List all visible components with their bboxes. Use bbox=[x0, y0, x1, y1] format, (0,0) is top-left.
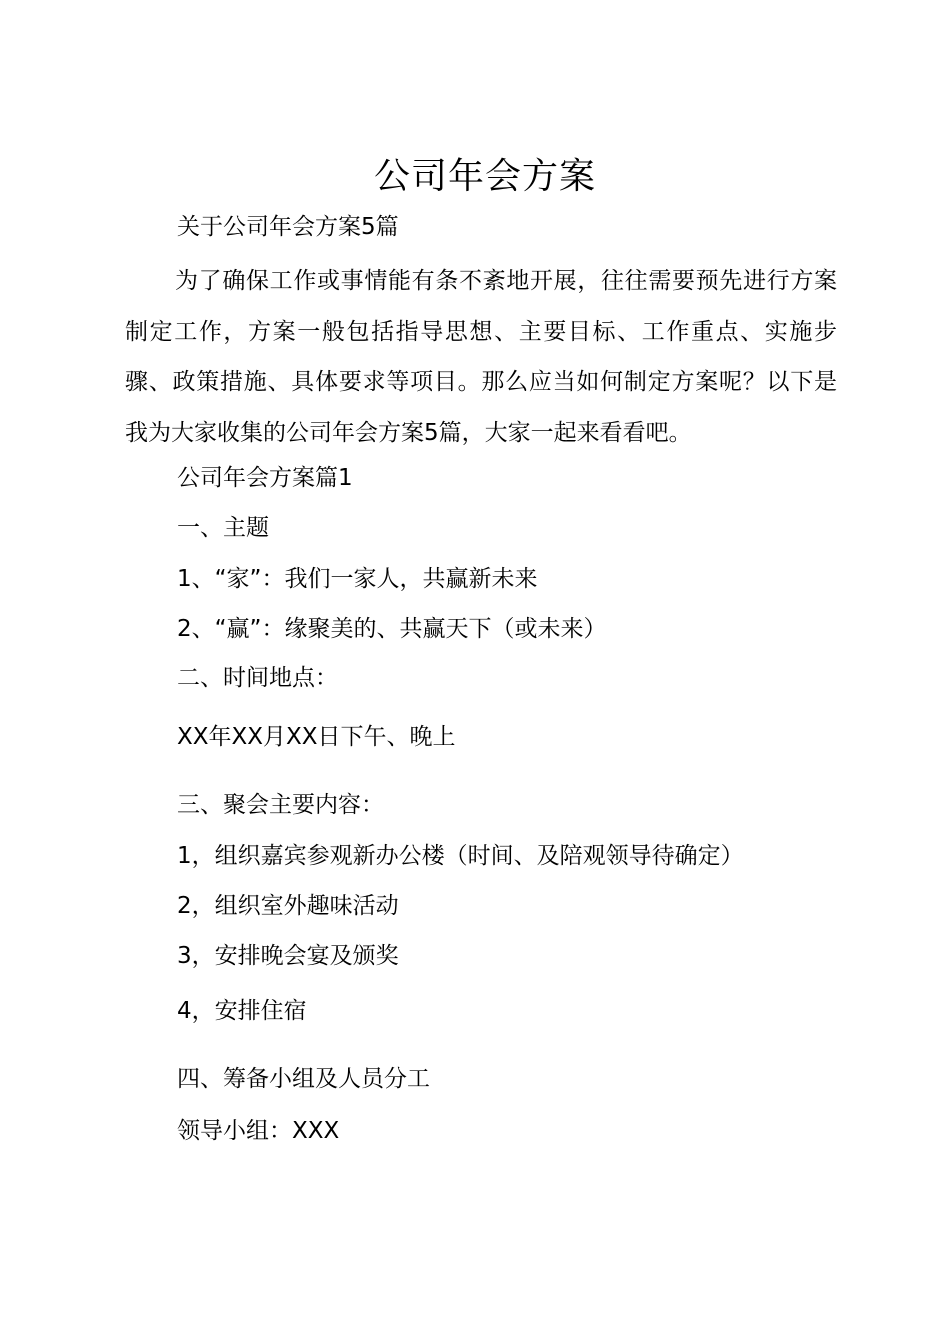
theme-item: 1、“家”：我们一家人，共赢新未来 bbox=[177, 566, 538, 592]
intro-paragraph: 为了确保工作或事情能有条不紊地开展，往往需要预先进行方案制定工作，方案一般包括指导思想、主要目标、工作重点、实施步骤、政策措施、具体要求等项目。那么应当如何制定方案呢？以下是我为大家收集的公司年会方案5篇，大家一起来看看吧。 bbox=[125, 268, 837, 446]
section-heading-time-place: 二、时间地点： bbox=[177, 665, 338, 691]
section-heading-content: 三、聚会主要内容： bbox=[177, 792, 384, 818]
leadership-group: 领导小组：XXX bbox=[177, 1118, 340, 1144]
content-item: 3，安排晚会宴及颁奖 bbox=[177, 943, 399, 969]
time-place-value: XX年XX月XX日下午、晚上 bbox=[177, 724, 456, 750]
content-item: 1，组织嘉宾参观新办公楼（时间、及陪观领导待确定） bbox=[177, 843, 744, 869]
section-heading-theme: 一、主题 bbox=[177, 515, 269, 541]
section-heading-organization: 四、筹备小组及人员分工 bbox=[177, 1066, 430, 1092]
content-item: 4，安排住宿 bbox=[177, 998, 307, 1024]
document-title: 公司年会方案 bbox=[373, 156, 596, 197]
document-subtitle: 关于公司年会方案5篇 bbox=[177, 214, 399, 240]
content-item: 2，组织室外趣味活动 bbox=[177, 893, 399, 919]
theme-item: 2、“赢”：缘聚美的、共赢天下（或未来） bbox=[177, 616, 607, 642]
chapter-heading: 公司年会方案篇1 bbox=[177, 465, 353, 491]
